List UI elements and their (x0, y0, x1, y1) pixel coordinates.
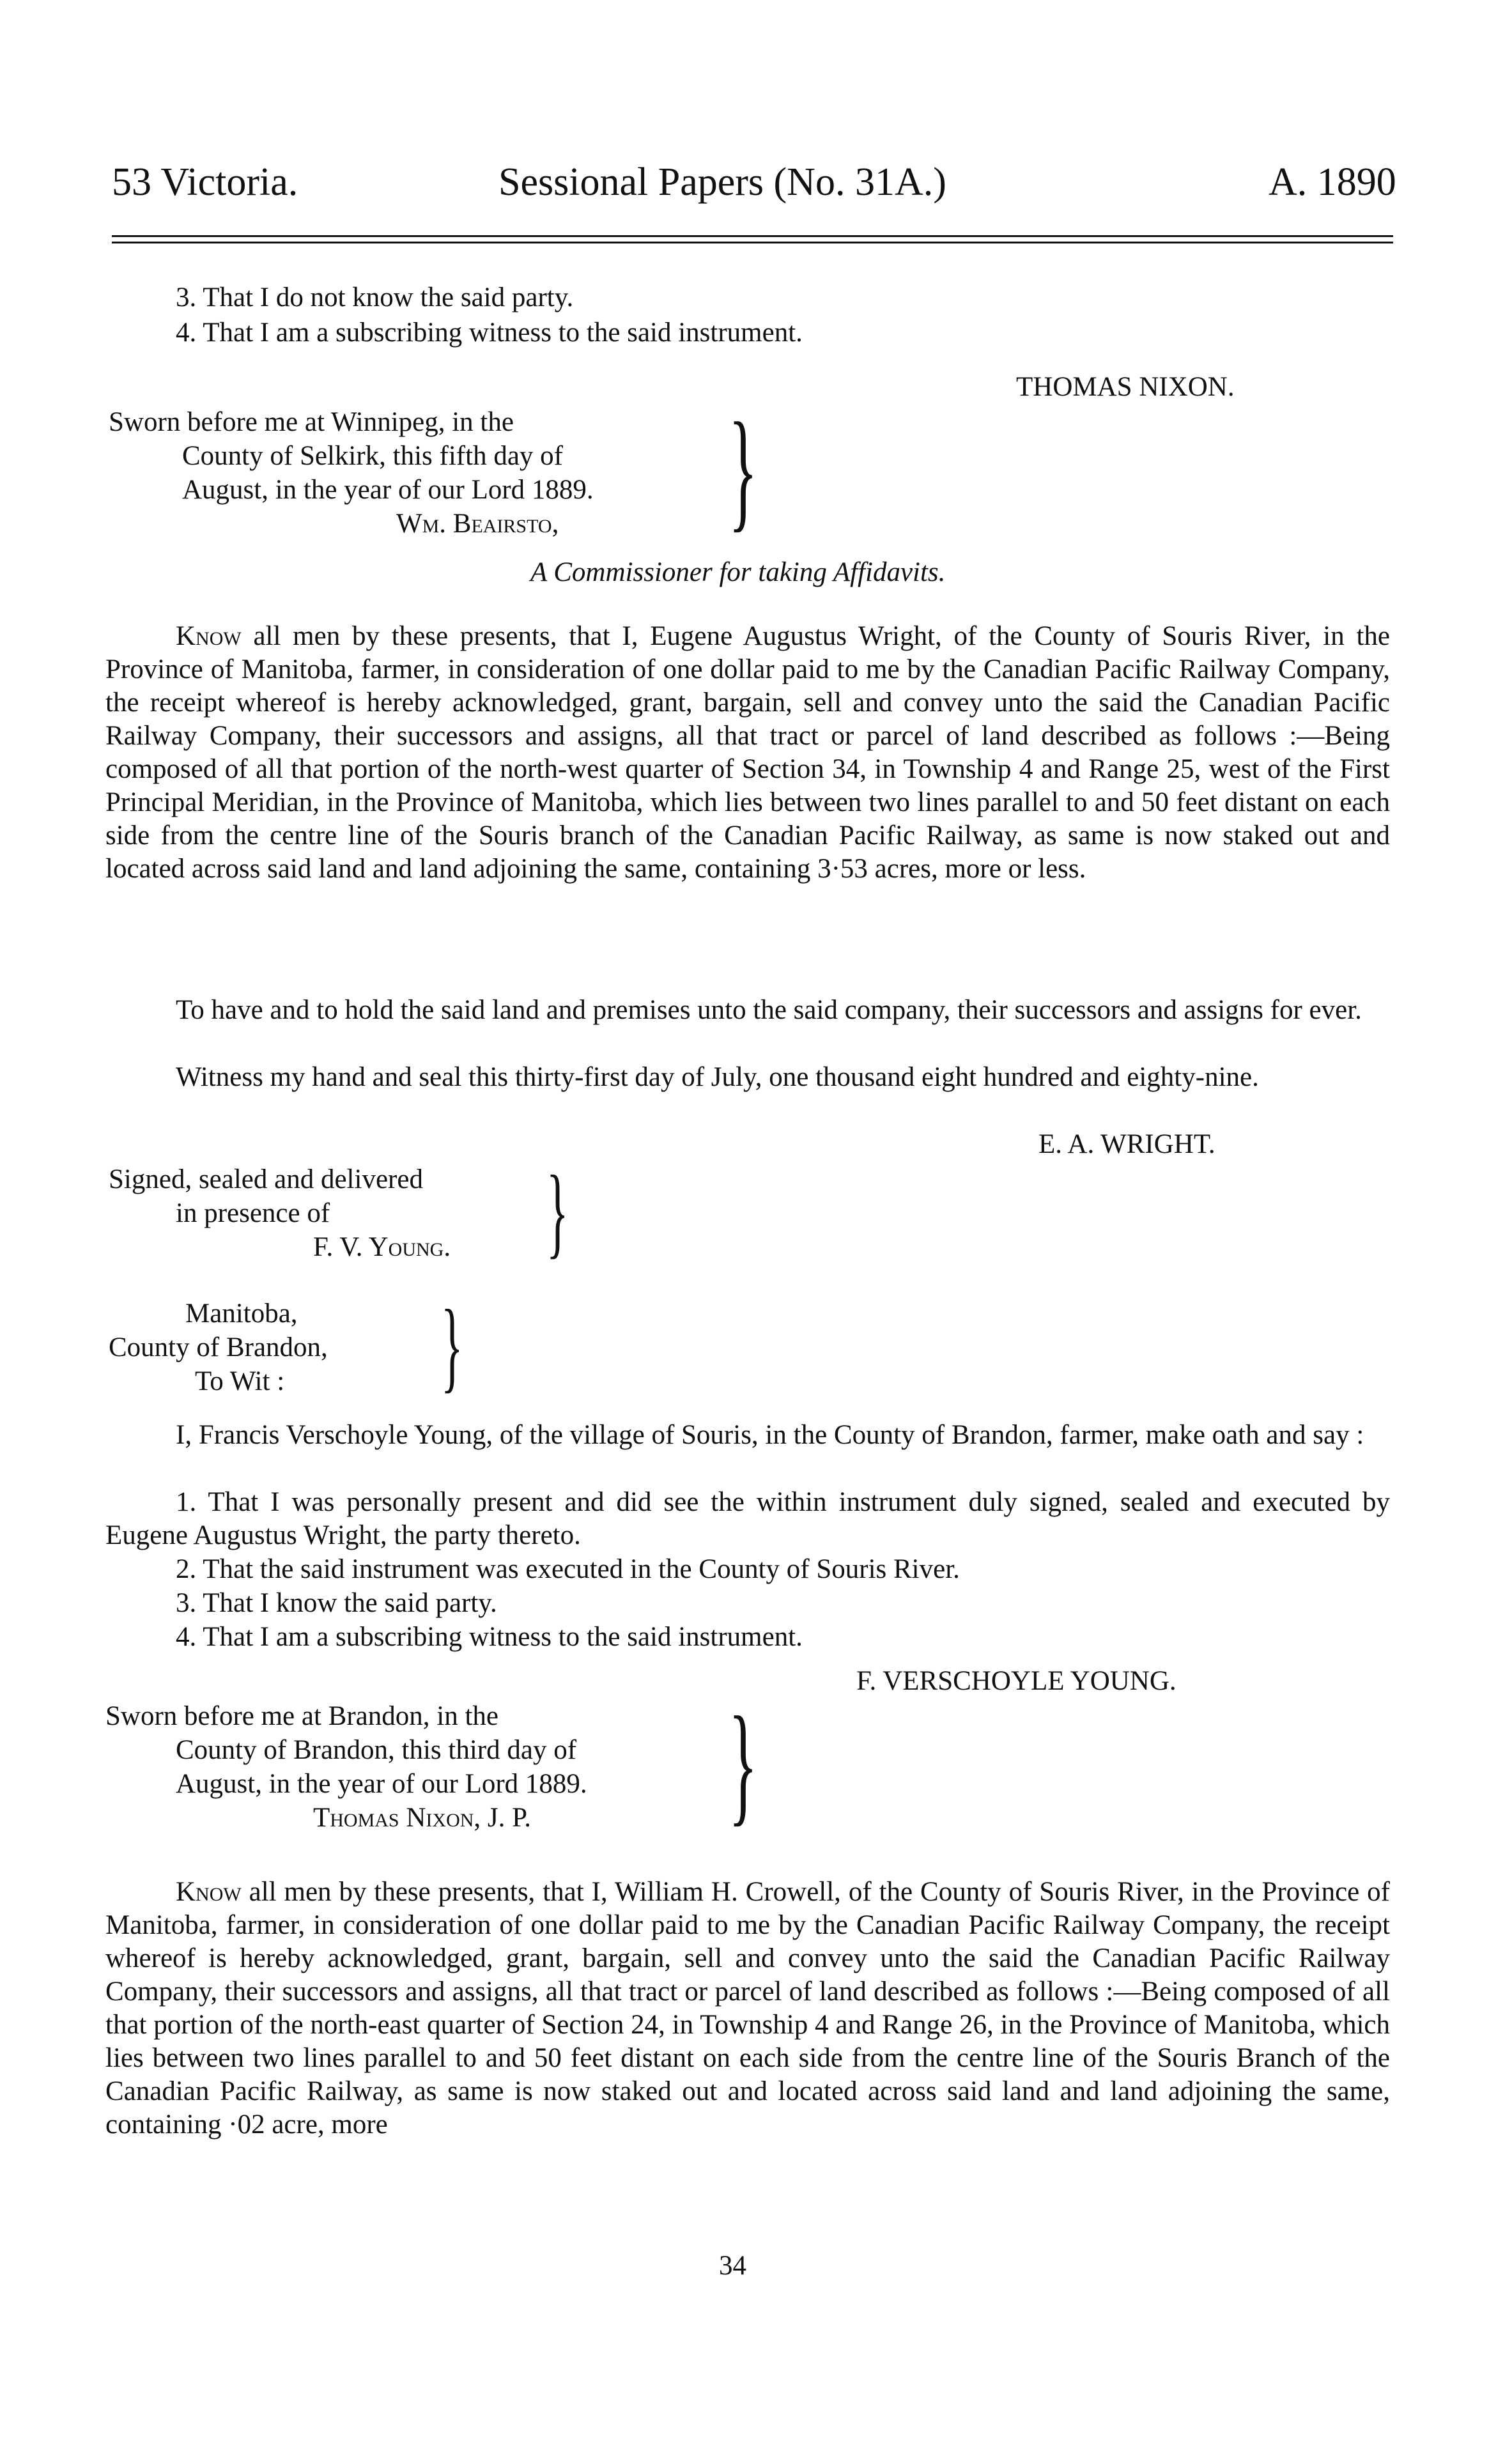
venue-province: Manitoba, (185, 1299, 298, 1329)
signature-e-a-wright: E. A. WRIGHT. (1038, 1129, 1215, 1159)
sworn1-brace: } (729, 396, 758, 544)
signed1-witness-name: F. V. Young. (313, 1232, 451, 1262)
signature-thomas-nixon: THOMAS NIXON. (1016, 372, 1235, 402)
header-title: Sessional Papers (No. 31A.) (498, 160, 946, 204)
signed1-line1: Signed, sealed and delivered (109, 1164, 423, 1194)
affidavit2-item-2: 2. That the said instrument was executed in the County of Souris River. (176, 1554, 960, 1584)
venue-brace: } (441, 1288, 463, 1402)
sworn2-brace: } (729, 1690, 758, 1838)
header-year: A. 1890 (1269, 160, 1396, 204)
commissioner-title: A Commissioner for taking Affidavits. (530, 557, 946, 587)
affidavit2-intro: I, Francis Verschoyle Young, of the village of Souris, in the County of Brandon, farmer, make oath and say : (176, 1420, 1364, 1450)
deed2-paragraph (105, 1876, 1390, 2141)
header-rule-top (112, 235, 1393, 237)
deed1-witness: Witness my hand and seal this thirty-first day of July, one thousand eight hundred and eighty-nine. (176, 1062, 1259, 1092)
header-session: 53 Victoria. (112, 160, 298, 204)
sworn1-line2: County of Selkirk, this fifth day of (182, 441, 563, 471)
sworn2-justice-name: Thomas Nixon, J. P. (313, 1803, 532, 1833)
affidavit2-item-4: 4. That I am a subscribing witness to the said instrument. (176, 1622, 803, 1652)
signature-f-verschoyle-young: F. VERSCHOYLE YOUNG. (856, 1666, 1176, 1696)
venue-to-wit: To Wit : (195, 1366, 285, 1396)
affidavit1-item-3: 3. That I do not know the said party. (176, 282, 574, 312)
venue-county: County of Brandon, (109, 1332, 328, 1362)
deed2-lead: Know (176, 1877, 242, 1907)
page-number: 34 (719, 2251, 746, 2281)
sworn2-line2: County of Brandon, this third day of (176, 1735, 577, 1765)
affidavit1-item-4: 4. That I am a subscribing witness to the said instrument. (176, 318, 803, 348)
deed2-body: all men by these presents, that I, William H. Crowell, of the County of Souris River, in the Province of Manitoba, farmer, in consideration of one dollar paid to me by the Canadian Pacific Railway Company, the receipt whereof is hereby acknowledged, grant, bargain, sell and convey unto the said the Canadian Pacific Railway Company, their successors and assigns, all that tract or parcel of land described as follows :—Being composed of all that portion of the north-east quarter of Section 24, in Township 4 and Range 26, in the Province of Manitoba, which lies between two lines parallel to and 50 feet distant on each side from the centre line of the Souris Branch of the Canadian Pacific Railway, as same is now staked out and located across said land and land adjoining the same, containing ·02 acre, more (105, 1877, 1391, 2140)
header-rule-bottom (112, 242, 1393, 243)
signed1-line2: in presence of (176, 1198, 330, 1228)
affidavit2-item-3: 3. That I know the said party. (176, 1588, 497, 1618)
deed1-lead: Know (176, 621, 242, 651)
sworn2-line1: Sworn before me at Brandon, in the (105, 1701, 498, 1731)
sworn1-commissioner-name: Wm. Beairsto, (396, 509, 559, 539)
affidavit2-item-1: 1. That I was personally present and did see the within instrument duly signed, sealed and executed by Eugene Augustus Wright, the party thereto. (105, 1487, 1390, 1550)
sworn1-line3: August, in the year of our Lord 1889. (182, 475, 594, 505)
sworn1-line1: Sworn before me at Winnipeg, in the (109, 407, 514, 437)
deed1-paragraph (105, 620, 1390, 886)
deed1-body: all men by these presents, that I, Eugene Augustus Wright, of the County of Souris River, in the Province of Manitoba, farmer, in consideration of one dollar paid to me by the Canadian Pacific Railway Company, the receipt whereof is hereby acknowledged, grant, bargain, sell and convey unto the said the Canadian Pacific Railway Company, their successors and assigns, all that tract or parcel of land described as follows :—Being composed of all that portion of the north-west quarter of Section 34, in Township 4 and Range 25, west of the First Principal Meridian, in the Province of Manitoba, which lies between two lines parallel to and 50 feet distant on each side from the centre line of the Souris branch of the Canadian Pacific Railway, as same is now staked out and located across said land and land adjoining the same, containing 3·53 acres, more or less. (105, 621, 1391, 884)
deed1-habendum: To have and to hold the said land and premises unto the said company, their successors and assigns for ever. (176, 995, 1362, 1025)
signed1-brace: } (546, 1154, 569, 1268)
sworn2-line3: August, in the year of our Lord 1889. (176, 1769, 587, 1799)
